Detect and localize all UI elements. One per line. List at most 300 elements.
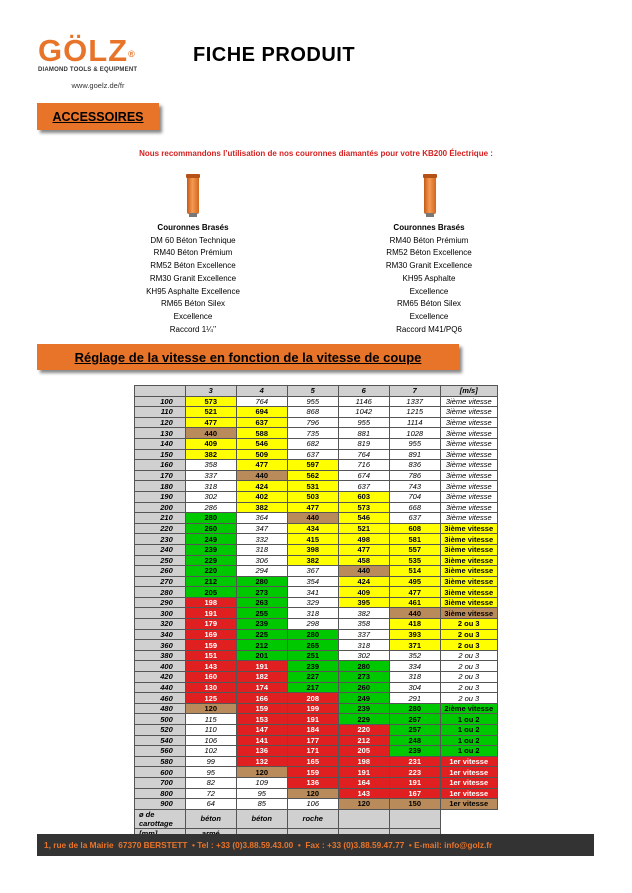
- table-cell: 280: [287, 629, 338, 640]
- table-cell: 2 ou 3: [440, 693, 497, 704]
- table-cell: 354: [287, 576, 338, 587]
- table-cell: 3ième vitesse: [440, 608, 497, 619]
- table-cell: 674: [338, 470, 389, 481]
- row-key-cell: 110: [135, 407, 186, 418]
- table-row: [135, 629, 498, 640]
- table-row: [135, 576, 498, 587]
- table-cell: 147: [236, 725, 287, 736]
- table-cell: 332: [236, 534, 287, 545]
- table-cell: 2 ou 3: [440, 629, 497, 640]
- table-cell: 1 ou 2: [440, 725, 497, 736]
- table-row: [135, 491, 498, 502]
- table-row: [135, 703, 498, 714]
- table-cell: 249: [338, 693, 389, 704]
- table-cell: 358: [338, 619, 389, 630]
- table-cell: 212: [338, 735, 389, 746]
- logo-tagline: DIAMOND TOOLS & EQUIPMENT: [38, 67, 138, 73]
- table-cell: 286: [185, 502, 236, 513]
- table-cell: 424: [338, 576, 389, 587]
- table-cell: 72: [185, 788, 236, 799]
- speed-banner: Réglage de la vitesse en fonction de la vitesse de coupe: [37, 344, 459, 370]
- row-key-cell: 210: [135, 513, 186, 524]
- table-cell: 415: [287, 534, 338, 545]
- table-cell: 115: [185, 714, 236, 725]
- table-footer-cell: [389, 809, 440, 828]
- table-cell: 735: [287, 428, 338, 439]
- table-cell: 95: [185, 767, 236, 778]
- table-cell: 177: [287, 735, 338, 746]
- table-cell: 3ième vitesse: [440, 534, 497, 545]
- table-cell: 1028: [389, 428, 440, 439]
- table-cell: 191: [287, 714, 338, 725]
- table-cell: 764: [236, 396, 287, 407]
- table-cell: 141: [236, 735, 287, 746]
- table-cell: 229: [338, 714, 389, 725]
- table-cell: 220: [185, 566, 236, 577]
- table-cell: 143: [185, 661, 236, 672]
- table-cell: 1er vitesse: [440, 756, 497, 767]
- table-cell: 881: [338, 428, 389, 439]
- table-cell: 205: [185, 587, 236, 598]
- row-key-cell: 290: [135, 597, 186, 608]
- accessory-item: RM40 Béton Prémium: [389, 235, 469, 245]
- table-row: [135, 544, 498, 555]
- table-cell: 280: [236, 576, 287, 587]
- table-cell: 248: [389, 735, 440, 746]
- accessory-item: KH95 Asphalte: [402, 273, 456, 283]
- logo-wordmark: GÖLZ®: [38, 33, 136, 68]
- table-cell: 477: [236, 460, 287, 471]
- table-cell: 461: [389, 597, 440, 608]
- table-cell: 458: [338, 555, 389, 566]
- table-cell: 136: [287, 777, 338, 788]
- accessories-banner: ACCESSOIRES: [37, 103, 159, 130]
- table-cell: 637: [389, 513, 440, 524]
- table-cell: 3ième vitesse: [440, 407, 497, 418]
- table-header-cell: 5: [287, 386, 338, 397]
- recommendation-text: Nous recommandons l’utilisation de nos couronnes diamantés pour votre KB200 Électrique :: [139, 149, 493, 158]
- core-bit-image-left: [187, 174, 199, 214]
- table-cell: 2 ou 3: [440, 650, 497, 661]
- table-row: [135, 619, 498, 630]
- table-cell: 424: [236, 481, 287, 492]
- row-key-cell: 440: [135, 682, 186, 693]
- row-key-cell: 220: [135, 523, 186, 534]
- accessory-item: RM52 Béton Excellence: [150, 261, 236, 271]
- table-cell: 955: [338, 417, 389, 428]
- table-cell: 3ième vitesse: [440, 428, 497, 439]
- table-cell: 227: [287, 672, 338, 683]
- table-cell: 382: [338, 608, 389, 619]
- table-cell: 597: [287, 460, 338, 471]
- table-row: [135, 481, 498, 492]
- table-row: [135, 566, 498, 577]
- table-cell: 2 ou 3: [440, 640, 497, 651]
- table-cell: 546: [236, 438, 287, 449]
- table-cell: 165: [287, 756, 338, 767]
- table-cell: 395: [338, 597, 389, 608]
- table-cell: 477: [185, 417, 236, 428]
- brand-logo: [38, 33, 178, 90]
- table-cell: 637: [287, 449, 338, 460]
- table-row: [135, 555, 498, 566]
- table-cell: 786: [389, 470, 440, 481]
- row-key-cell: 900: [135, 799, 186, 810]
- table-cell: 440: [389, 608, 440, 619]
- accessory-item: RM30 Granit Excellence: [385, 261, 473, 271]
- table-cell: 125: [185, 693, 236, 704]
- table-row: [135, 672, 498, 683]
- row-key-cell: 270: [135, 576, 186, 587]
- website-url[interactable]: www.goelz.de/fr: [71, 81, 125, 90]
- table-cell: 3ième vitesse: [440, 587, 497, 598]
- table-cell: 2 ou 3: [440, 619, 497, 630]
- table-cell: 608: [389, 523, 440, 534]
- table-cell: 337: [338, 629, 389, 640]
- table-cell: 318: [389, 672, 440, 683]
- table-cell: 166: [236, 693, 287, 704]
- table-header-cell: 4: [236, 386, 287, 397]
- table-cell: 220: [338, 725, 389, 736]
- table-cell: 120: [287, 788, 338, 799]
- table-header-cell: 3: [185, 386, 236, 397]
- table-cell: 2 ou 3: [440, 682, 497, 693]
- table-cell: 199: [287, 703, 338, 714]
- table-cell: 260: [338, 682, 389, 693]
- table-cell: 581: [389, 534, 440, 545]
- table-cell: 3ième vitesse: [440, 555, 497, 566]
- row-key-cell: 300: [135, 608, 186, 619]
- table-cell: 239: [338, 703, 389, 714]
- table-row: [135, 417, 498, 428]
- table-cell: 239: [236, 619, 287, 630]
- table-cell: 382: [185, 449, 236, 460]
- table-cell: 120: [185, 703, 236, 714]
- table-cell: 440: [338, 566, 389, 577]
- table-cell: 1146: [338, 396, 389, 407]
- table-cell: 836: [389, 460, 440, 471]
- table-footer-cell: roche: [287, 809, 338, 828]
- table-cell: 1337: [389, 396, 440, 407]
- table-row: [135, 746, 498, 757]
- table-cell: 255: [236, 608, 287, 619]
- table-cell: 150: [389, 799, 440, 810]
- table-cell: 704: [389, 491, 440, 502]
- table-cell: 231: [389, 756, 440, 767]
- table-row: [135, 725, 498, 736]
- table-cell: 159: [287, 767, 338, 778]
- table-cell: 99: [185, 756, 236, 767]
- table-cell: 440: [185, 428, 236, 439]
- table-cell: 3ième vitesse: [440, 597, 497, 608]
- table-cell: 546: [338, 513, 389, 524]
- table-row: [135, 682, 498, 693]
- table-cell: 440: [287, 513, 338, 524]
- table-cell: 205: [338, 746, 389, 757]
- accessory-item: RM52 Béton Excellence: [386, 248, 472, 258]
- table-cell: 143: [338, 788, 389, 799]
- table-cell: 1er vitesse: [440, 777, 497, 788]
- table-cell: 588: [236, 428, 287, 439]
- table-cell: 298: [287, 619, 338, 630]
- table-cell: 191: [236, 661, 287, 672]
- table-cell: 418: [389, 619, 440, 630]
- table-cell: 434: [287, 523, 338, 534]
- table-row: [135, 523, 498, 534]
- table-row: [135, 650, 498, 661]
- table-cell: 367: [287, 566, 338, 577]
- accessory-item: RM65 Béton Silex: [396, 299, 462, 309]
- table-cell: 153: [236, 714, 287, 725]
- row-key-cell: 230: [135, 534, 186, 545]
- table-cell: 3ième vitesse: [440, 566, 497, 577]
- table-cell: 955: [389, 438, 440, 449]
- row-key-cell: 140: [135, 438, 186, 449]
- table-cell: 291: [389, 693, 440, 704]
- table-row: [135, 799, 498, 810]
- accessory-heading: Couronnes Brasés: [393, 223, 465, 232]
- table-cell: 2 ou 3: [440, 661, 497, 672]
- core-bit-image-right: [424, 174, 436, 214]
- table-cell: 306: [236, 555, 287, 566]
- table-cell: 352: [389, 650, 440, 661]
- table-cell: 164: [338, 777, 389, 788]
- table-cell: 535: [389, 555, 440, 566]
- table-cell: 409: [185, 438, 236, 449]
- table-header-cell: 7: [389, 386, 440, 397]
- row-key-cell: 500: [135, 714, 186, 725]
- table-cell: 819: [338, 438, 389, 449]
- table-cell: 398: [287, 544, 338, 555]
- table-cell: 184: [287, 725, 338, 736]
- table-cell: 318: [185, 481, 236, 492]
- table-cell: 1er vitesse: [440, 767, 497, 778]
- table-cell: 382: [287, 555, 338, 566]
- table-cell: 3ième vitesse: [440, 502, 497, 513]
- table-header-cell: 6: [338, 386, 389, 397]
- table-cell: 265: [287, 640, 338, 651]
- table-cell: 302: [185, 491, 236, 502]
- table-cell: 329: [287, 597, 338, 608]
- table-cell: 562: [287, 470, 338, 481]
- table-cell: 302: [338, 650, 389, 661]
- table-cell: 682: [287, 438, 338, 449]
- table-cell: 364: [236, 513, 287, 524]
- table-cell: 2ième vitesse: [440, 703, 497, 714]
- table-cell: 239: [389, 746, 440, 757]
- table-cell: 160: [185, 672, 236, 683]
- table-footer-cell: [338, 809, 389, 828]
- row-key-cell: 340: [135, 629, 186, 640]
- table-header-row: [135, 386, 498, 397]
- table-cell: 477: [389, 587, 440, 598]
- table-row: [135, 396, 498, 407]
- table-cell: 382: [236, 502, 287, 513]
- row-key-cell: 580: [135, 756, 186, 767]
- table-cell: 273: [236, 587, 287, 598]
- table-cell: 318: [338, 640, 389, 651]
- table-row: [135, 534, 498, 545]
- table-cell: 341: [287, 587, 338, 598]
- table-cell: 239: [287, 661, 338, 672]
- table-cell: 3ième vitesse: [440, 417, 497, 428]
- table-cell: 358: [185, 460, 236, 471]
- table-cell: 891: [389, 449, 440, 460]
- table-cell: 136: [236, 746, 287, 757]
- table-cell: 409: [338, 587, 389, 598]
- row-key-cell: 700: [135, 777, 186, 788]
- table-row: [135, 788, 498, 799]
- table-row: [135, 661, 498, 672]
- table-cell: 521: [338, 523, 389, 534]
- row-key-cell: 520: [135, 725, 186, 736]
- row-key-cell: 360: [135, 640, 186, 651]
- table-cell: 229: [185, 555, 236, 566]
- table-row: [135, 470, 498, 481]
- table-cell: 249: [185, 534, 236, 545]
- row-key-cell: 540: [135, 735, 186, 746]
- table-cell: 514: [389, 566, 440, 577]
- accessory-item: Raccord 1¼’’: [169, 324, 217, 334]
- table-cell: 273: [338, 672, 389, 683]
- table-cell: 167: [389, 788, 440, 799]
- table-cell: 3ième vitesse: [440, 576, 497, 587]
- table-cell: 198: [185, 597, 236, 608]
- table-cell: 239: [185, 544, 236, 555]
- table-cell: 280: [389, 703, 440, 714]
- table-cell: 1215: [389, 407, 440, 418]
- table-cell: 1er vitesse: [440, 799, 497, 810]
- accessory-item: DM 60 Béton Technique: [150, 235, 236, 245]
- table-cell: 304: [389, 682, 440, 693]
- table-cell: 743: [389, 481, 440, 492]
- table-cell: 179: [185, 619, 236, 630]
- table-cell: 251: [287, 650, 338, 661]
- table-header-cell: [135, 386, 186, 397]
- table-cell: 3ième vitesse: [440, 481, 497, 492]
- table-cell: 106: [185, 735, 236, 746]
- table-cell: 191: [185, 608, 236, 619]
- table-cell: 668: [389, 502, 440, 513]
- table-cell: 260: [185, 523, 236, 534]
- table-cell: 106: [287, 799, 338, 810]
- table-row: [135, 587, 498, 598]
- table-cell: 171: [287, 746, 338, 757]
- table-row: [135, 407, 498, 418]
- table-row: [135, 513, 498, 524]
- table-cell: 201: [236, 650, 287, 661]
- table-row: [135, 502, 498, 513]
- table-cell: 191: [338, 767, 389, 778]
- table-cell: 1 ou 2: [440, 735, 497, 746]
- table-cell: 120: [338, 799, 389, 810]
- table-cell: 3ième vitesse: [440, 544, 497, 555]
- footer-contact: 1, rue de la Mairie 67370 BERSTETT • Tel : +33 (0)3.88.59.43.00 • Fax : +33 (0)3.88.59.47.77 • E-mail: info@golz.fr: [37, 834, 594, 856]
- table-cell: 182: [236, 672, 287, 683]
- table-cell: 3ième vitesse: [440, 470, 497, 481]
- accessory-heading: Couronnes Brasés: [157, 223, 229, 232]
- table-cell: 440: [236, 470, 287, 481]
- table-cell: 225: [236, 629, 287, 640]
- table-cell: 223: [389, 767, 440, 778]
- table-row: [135, 777, 498, 788]
- table-cell: 3ième vitesse: [440, 460, 497, 471]
- table-cell: 318: [236, 544, 287, 555]
- table-cell: 318: [287, 608, 338, 619]
- row-key-cell: 200: [135, 502, 186, 513]
- row-key-cell: 260: [135, 566, 186, 577]
- row-key-cell: 400: [135, 661, 186, 672]
- table-cell: 212: [236, 640, 287, 651]
- row-key-cell: 560: [135, 746, 186, 757]
- row-key-cell: 480: [135, 703, 186, 714]
- page-title: FICHE PRODUIT: [193, 44, 356, 66]
- table-row: [135, 449, 498, 460]
- row-key-cell: 460: [135, 693, 186, 704]
- table-cell: 263: [236, 597, 287, 608]
- table-cell: 3ième vitesse: [440, 438, 497, 449]
- table-cell: 208: [287, 693, 338, 704]
- table-cell: 337: [185, 470, 236, 481]
- table-cell: 257: [389, 725, 440, 736]
- table-cell: 477: [338, 544, 389, 555]
- row-key-cell: 180: [135, 481, 186, 492]
- accessory-item: RM30 Granit Excellence: [149, 273, 237, 283]
- row-key-cell: 280: [135, 587, 186, 598]
- table-cell: 85: [236, 799, 287, 810]
- row-key-cell: 380: [135, 650, 186, 661]
- table-cell: 531: [287, 481, 338, 492]
- table-cell: 82: [185, 777, 236, 788]
- table-row: [135, 693, 498, 704]
- table-cell: 796: [287, 417, 338, 428]
- table-cell: 120: [236, 767, 287, 778]
- row-key-cell: 320: [135, 619, 186, 630]
- table-cell: 64: [185, 799, 236, 810]
- row-key-cell: 170: [135, 470, 186, 481]
- table-cell: 764: [338, 449, 389, 460]
- table-row: [135, 460, 498, 471]
- table-cell: 1 ou 2: [440, 714, 497, 725]
- table-cell: 557: [389, 544, 440, 555]
- table-cell: 95: [236, 788, 287, 799]
- table-cell: 3ième vitesse: [440, 523, 497, 534]
- row-key-cell: 600: [135, 767, 186, 778]
- table-cell: 130: [185, 682, 236, 693]
- table-cell: 198: [338, 756, 389, 767]
- table-cell: 280: [338, 661, 389, 672]
- table-cell: 212: [185, 576, 236, 587]
- table-cell: 495: [389, 576, 440, 587]
- row-key-cell: 100: [135, 396, 186, 407]
- table-cell: 477: [287, 502, 338, 513]
- table-cell: 1042: [338, 407, 389, 418]
- table-cell: 102: [185, 746, 236, 757]
- table-cell: 159: [185, 640, 236, 651]
- table-cell: 334: [389, 661, 440, 672]
- table-cell: 280: [185, 513, 236, 524]
- table-cell: 191: [389, 777, 440, 788]
- table-row: [135, 714, 498, 725]
- accessory-item: Excellence: [173, 311, 213, 321]
- table-cell: 2 ou 3: [440, 672, 497, 683]
- row-key-cell: 150: [135, 449, 186, 460]
- table-cell: 402: [236, 491, 287, 502]
- table-cell: 217: [287, 682, 338, 693]
- row-key-cell: 130: [135, 428, 186, 439]
- table-footer-cell: ø de carottage: [135, 809, 186, 828]
- table-cell: 371: [389, 640, 440, 651]
